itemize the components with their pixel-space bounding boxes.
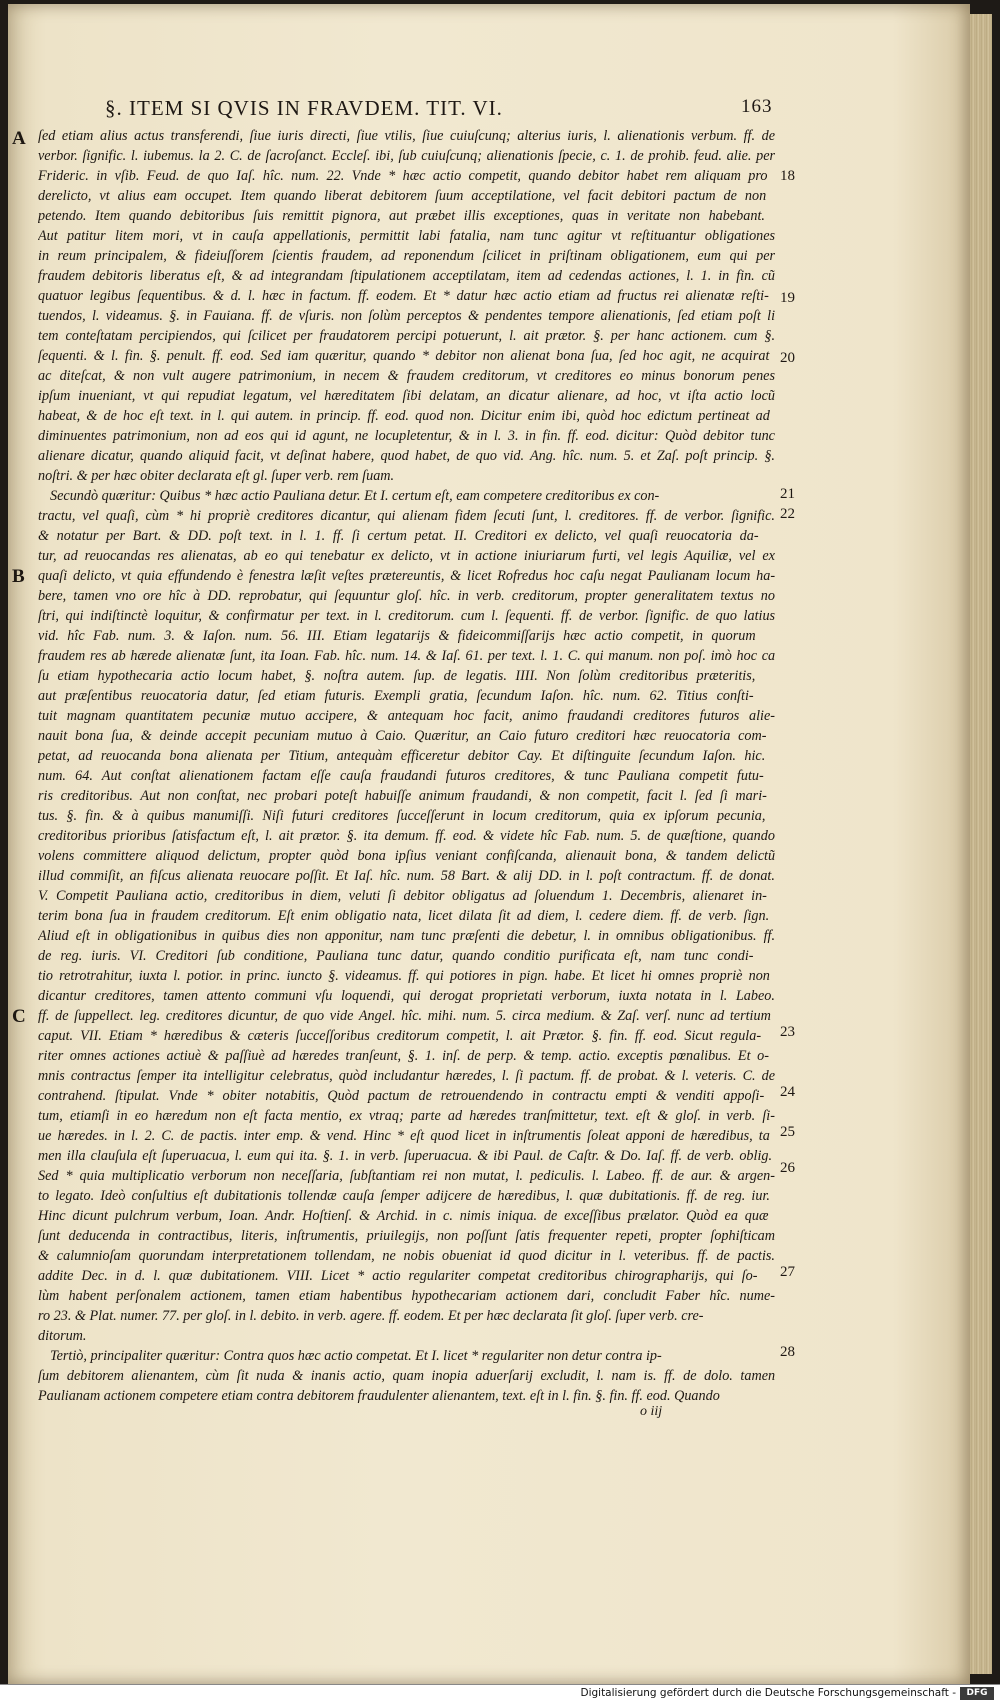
text-line (38, 886, 775, 906)
text-line (38, 1226, 775, 1246)
text-line (38, 706, 775, 726)
text-line (38, 1166, 775, 1186)
text-line-content: tuendos, l. videamus. §. in Fauiana. ff. de vſuris. non ſolùm perceptos & pendentes tempore alienationis, ſed etiam poſt li (38, 308, 775, 324)
text-line-content: volens committere aliquod delictum, propter quòd bona ipſius veniant confiſcanda, alienauit bona, & tandem delictũ (38, 848, 775, 864)
text-line (38, 166, 775, 186)
text-line-content: ue hæredes. in l. 2. C. de pactis. inter emp. & vend. Hinc * eſt quod licet in inſtrumentis ſoleat apponi de hæredibus, ta (38, 1128, 770, 1144)
text-line (38, 1246, 775, 1266)
text-line-content: tum, etiamſi in eo hæredum non eſt facta mentio, ex vtraq; parte ad hæredes tranſmittetur, text. eſt & gloſ. in verb. ſi- (38, 1108, 775, 1124)
text-line-content: caput. VII. Etiam * hæredibus & cæteris ſucceſſoribus creditorum competit, l. ait Prætor. §. fin. ff. eod. Sicut regula- (38, 1028, 762, 1044)
text-line (38, 126, 775, 146)
text-line-content: num. 64. Aut conſtat alienationem factam eſſe cauſa fraudandi futuros creditores, & tunc Pauliana competit futu- (38, 768, 764, 784)
text-line-content: terim bona ſua in fraudem creditorum. Eſt enim obligatio nata, licet dilata ſit ad diem, l. cedere diem. ff. de verb. ſign. (38, 908, 770, 924)
text-line-content: diminuentes patrimonium, non ad eos qui id agunt, ne locupletentur, & in l. 3. in fin. ff. eod. dicitur: Quòd debitor tunc (38, 428, 775, 444)
text-line-content: Frideric. in vſib. Feud. de quo Iaſ. hîc. num. 22. Vnde * hæc actio competit, quando debitor habet rem aliquam pro (38, 168, 768, 184)
text-line-content: mnis contractus ſemper ita intelligitur celebratus, quòd includantur hæredes, l. ſi pactum. ff. de probat. & l. veteris. C. de (38, 1068, 775, 1084)
text-line-content: & calumnioſam quorundam interpretationem tollendam, ne nobis obueniat id quod dicitur in l. veteribus. ff. de pactis. (38, 1248, 775, 1264)
text-line (38, 326, 775, 346)
running-title: §. ITEM SI QVIS IN FRAVDEM. TIT. VI. (105, 96, 503, 120)
footer-credit: Digitalisierung gefördert durch die Deutsche Forschungsgemeinschaft - (580, 1687, 956, 1699)
text-line-content: ſum debitorem alienantem, cùm ſit nuda & inanis actio, quam inopia aduerſarij excludit, l. nam is. ff. de dolo. tamen (38, 1368, 775, 1384)
text-line-content: tem conteſtatam percipiendos, qui ſcilicet per fraudatorem percipi potuerunt, l. ait prætor. §. per hanc actionem. cum §. (38, 328, 775, 344)
note-number: 23 (780, 1024, 795, 1040)
text-line-content: ſu etiam hypothecaria actio locum habet, §. noſtra autem. ſup. de legatis. IIII. Non ſolùm creditoribus præteritis, (38, 668, 756, 684)
page-edge (970, 14, 992, 1674)
text-line (38, 186, 775, 206)
text-line-content: alienare dicatur, quando aliquid facit, vt deſinat habere, quod habet, de quo vid. Ang. hîc. num. 5. et Zaſ. poſt princip. §. (38, 448, 775, 464)
text-line (38, 926, 775, 946)
note-number: 27 (780, 1264, 795, 1280)
text-line (38, 1266, 775, 1286)
text-line-content: petendo. Item quando debitoribus ſuis remittit pignora, aut præbet illis exceptiones, quas in veritate non habebant. (38, 208, 765, 224)
text-line-content: lùm habent perſonalem actionem, tamen etiam habentibus hypothecariam actionem dari, concludit Faber hîc. nume- (38, 1288, 775, 1304)
text-line-content: verbor. ſignific. l. iubemus. la 2. C. de ſacroſanct. Eccleſ. ibi, ſub cuiuſcunq; alienationis ſpecie, c. 1. de prohib. feud. alie. per (38, 148, 775, 164)
text-line-content: bere, tamen vno ore hîc à DD. reprobatur, qui ſequuntur gloſ. hîc. in verb. creditorum, propter generalitatem textus no (38, 588, 775, 604)
page-number: 163 (741, 96, 773, 117)
text-line (38, 1366, 775, 1386)
text-line-content: V. Competit Pauliana actio, creditoribus in diem, veluti ſi debitor obligatus ad ſoluendum 1. Decembris, alienaret in- (38, 888, 767, 904)
text-line-content: dicantur creditores, tamen attento communi vſu loquendi, qui derogat proprietati verborum, iuxta notata in l. Labeo. (38, 988, 775, 1004)
text-line-content: illud commiſit, an fiſcus alienata reuocare poſſit. Et Iaſ. hîc. num. 58 Bart. & alij DD. in l. poſt contractum. ff. de donat. (38, 868, 775, 884)
text-line-content: ris creditoribus. Aut non conſtat, nec probari poteſt habuiſſe animum fraudandi, & non competit, facit l. ſed ſi mari- (38, 788, 767, 804)
text-line-content: ff. de ſuppellect. leg. creditores dicuntur, de quo vide Angel. hîc. mihi. num. 5. circa medium. & Zaſ. verſ. nunc ad tertium (38, 1008, 771, 1024)
text-line (38, 406, 775, 426)
note-number: 28 (780, 1344, 795, 1360)
text-line (38, 986, 775, 1006)
text-line-content: contrahend. ſtipulat. Vnde * obiter notabitis, Quòd pactum de retrouendendo in contractu empti & venditi appoſi- (38, 1088, 765, 1104)
text-line-content: Paulianam actionem competere etiam contra debitorem fraudulenter alienantem, text. eſt in l. fin. §. fin. ff. eod. Quando (38, 1388, 720, 1404)
text-line (38, 806, 775, 826)
text-line-content: addite Dec. in d. l. quæ dubitationem. VIII. Licet * actio regulariter competat creditoribus chirographarijs, qui ſo- (38, 1268, 758, 1284)
text-line (38, 1326, 775, 1346)
text-line (38, 826, 775, 846)
signature-mark: o iij (640, 1404, 663, 1419)
text-line (38, 626, 775, 646)
text-line (38, 566, 775, 586)
text-line-content: Aliud eſt in obligationibus in quibus dies non apponitur, nam tunc præſenti die debetur, l. in omnibus obligationibus. ff. (38, 928, 775, 944)
text-line (38, 966, 775, 986)
text-line (38, 766, 775, 786)
text-line-content: tractu, vel quaſi, cùm * hi propriè creditores dicantur, qui alienam fidem ſecuti ſunt, l. creditores. ff. de verbor. ſignific. (38, 508, 775, 524)
text-line-content: aut præſentibus reuocatoria datur, ſed etiam futuris. Exempli gratia, ſecundum Iaſon. hîc. num. 62. Titius conſti- (38, 688, 754, 704)
text-line-content: ſed etiam alius actus transferendi, ſiue iuris directi, ſiue vtilis, ſiue cuiuſcunq; alterius iuris, l. alienationis verbum. ff. de (38, 128, 775, 144)
text-line-content: to legato. Ideò conſultius eſt dubitationis tollendæ cauſa ſemper adijcere de hæredibus, l. quæ dubitationis. ff. de reg. iur. (38, 1188, 770, 1204)
text-line (38, 646, 775, 666)
text-line-content: tur, ad reuocandas res alienatas, ab eo qui tenebatur ex delicto, vt in actione iniuriarum furti, vel legis Aquiliæ, vel ex (38, 548, 775, 564)
text-line (38, 426, 775, 446)
text-line (38, 1306, 775, 1326)
text-line (38, 386, 775, 406)
text-line (38, 266, 775, 286)
text-line (38, 206, 775, 226)
text-line (38, 746, 775, 766)
text-line-content: petat, ad reuocanda bona alienata per Titium, antequàm efficeretur debitor Cay. Et diſtinguite ſecundum Iaſon. hic. (38, 748, 766, 764)
text-line (38, 466, 775, 486)
note-number: 25 (780, 1124, 795, 1140)
text-line-content: quatuor legibus ſequentibus. & d. l. hæc in factum. ff. eodem. Et * datur hæc actio etiam ad fructus rei alienatæ reſti- (38, 288, 769, 304)
text-line-content: Sed * quia multiplicatio verborum non neceſſaria, ſubſtantiam rei non mutat, l. pediculis. l. Labeo. ff. de aur. & argen- (38, 1168, 775, 1184)
footer-bar (0, 1684, 1000, 1703)
note-number: 20 (780, 350, 795, 366)
text-line (38, 1006, 775, 1026)
text-line (38, 366, 775, 386)
note-number: 26 (780, 1160, 795, 1176)
text-line-content: habeat, & de hoc eſt text. in l. qui autem. in princip. ff. eod. quod non. Dicitur enim ibi, quòd hoc edictum pertineat ad (38, 408, 770, 424)
text-line-content: ro 23. & Plat. numer. 77. per gloſ. in l. debito. in verb. agere. ff. eodem. Et per hæc declarata ſit gloſ. ſuper verb. cre- (38, 1308, 704, 1324)
text-line (38, 1106, 775, 1126)
text-line-content: men illa clauſula eſt ſuperuacua, l. eum qui ita. §. 1. in verb. ſuperuacua. & ibi Paul. de Caſtr. & Do. Iaſ. ff. de verb. oblig. (38, 1148, 773, 1164)
text-line-content: derelicto, vt alius eam occupet. Item quando liberat debitorem ſuum acceptilatione, vel facit debitori pactum de non (38, 188, 767, 204)
text-line (38, 1186, 775, 1206)
text-line-content: & notatur per Bart. & DD. poſt text. in l. 1. ff. ſi certum petat. II. Creditori ex delicto, vel quaſi reuocatoria da- (38, 528, 759, 544)
note-number: 18 (780, 168, 795, 184)
text-line (38, 246, 775, 266)
text-line (38, 506, 775, 526)
text-line-content: de reg. iuris. VI. Creditori ſub conditione, Pauliana tunc datur, quando conditio purificata eſt, nam tunc condi- (38, 948, 754, 964)
text-line (38, 1046, 775, 1066)
text-line (38, 346, 775, 366)
text-line-content: riter omnes actiones actiuè & paſſiuè ad hæredes tranſeunt, §. 1. inſ. de perp. & temp. actio. exceptis pœnalibus. Et o- (38, 1048, 769, 1064)
text-line (38, 726, 775, 746)
text-line (38, 1126, 775, 1146)
text-line-content: Aut patitur litem mori, vt in cauſa appellationis, permittit labi fatalia, nam tunc agitur vt reſtituantur obligationes (38, 228, 775, 244)
text-line-content: Secundò quæritur: Quibus * hæc actio Pauliana detur. Et I. certum eſt, eam competere creditoribus ex con- (50, 488, 660, 504)
text-line (38, 146, 775, 166)
text-line (38, 906, 775, 926)
text-line (38, 526, 775, 546)
text-line (38, 606, 775, 626)
text-line (38, 1086, 775, 1106)
note-number: 21 (780, 486, 795, 502)
text-line (38, 286, 775, 306)
text-line-content: ſunt deducenda in contractibus, literis, inſtrumentis, priuilegijs, non poſſunt ſatis frequenter repeti, propter ſophiſticam (38, 1228, 775, 1244)
text-line (38, 866, 775, 886)
text-line (38, 486, 775, 506)
text-line (38, 946, 775, 966)
text-line (38, 446, 775, 466)
text-line-content: ac diteſcat, & non vult augere patrimonium, in necem & fraudem creditorum, vt creditores eo minus bonorum penes (38, 368, 775, 384)
text-line (38, 586, 775, 606)
text-line-content: nauit bona ſua, & deinde accepit pecuniam mutuo à Caio. Quæritur, an Caio futuro creditori hæc reuocatoria com- (38, 728, 767, 744)
text-line (38, 1146, 775, 1166)
text-line-content: fraudem debitoris liberatus eſt, & ad integrandam ſtipulationem acceptilatam, item ad cedendas actiones, l. 1. in fin. cũ (38, 268, 775, 284)
text-line (38, 306, 775, 326)
text-line-content: ſtri, qui indiſtinctè loquitur, & confirmatur per text. in l. creditorum. cum l. ſequenti. ff. de verbor. ſignific. de quo latius (38, 608, 775, 624)
text-line-content: ipſum inueniant, vt qui repudiat legatum, vel hæreditatem ſibi delatam, an dicatur alienare, ad hoc, vt iſta actio locũ (38, 388, 775, 404)
text-line-content: Hinc dicunt pulchrum verbum, Ioan. Andr. Hoſtienſ. & Archid. in c. nimis iniqua. de exceſſibus prælator. Quòd ea quæ (38, 1208, 769, 1224)
text-line-content: ſequenti. & l. fin. §. penult. ff. eod. Sed iam quæritur, quando * debitor non alienat bona ſua, ſed hoc agit, ne acquirat (38, 348, 770, 364)
text-line (38, 686, 775, 706)
text-line-content: ditorum. (38, 1328, 87, 1344)
note-number: 24 (780, 1084, 795, 1100)
note-number: 22 (780, 506, 795, 522)
text-line (38, 1206, 775, 1226)
text-line (38, 1286, 775, 1306)
text-line (38, 786, 775, 806)
text-line-content: tus. §. fin. & à quibus manumiſſi. Niſi futuri creditores ſucceſſerunt in locum creditorum, quia ex ipſorum pecunia, (38, 808, 766, 824)
text-line (38, 1386, 775, 1406)
text-line (38, 1066, 775, 1086)
margin-letter-c: C (12, 1006, 26, 1027)
text-line-content: tio retrotrahitur, iuxta l. potior. in princ. iuncto §. videamus. ff. qui potiores in pign. habe. Et licet hi omnes propriè non (38, 968, 770, 984)
text-line-content: creditoribus prioribus ſatisfactum eſt, l. ait prætor. §. ita demum. ff. eod. & videte hîc Fab. num. 5. de quæſtione, quando (38, 828, 775, 844)
text-line-content: fraudem res ab hærede alienatæ ſunt, ita Ioan. Fab. hîc. num. 14. & Iaſ. 61. per text. l. 1. C. qui manum. non poſ. imò hoc ca (38, 648, 775, 664)
text-line (38, 1346, 775, 1366)
text-line (38, 1026, 775, 1046)
note-number: 19 (780, 290, 795, 306)
text-line (38, 666, 775, 686)
body-text (38, 126, 775, 1406)
page-header (105, 96, 775, 126)
text-line-content: vid. hîc Fab. num. 3. & Iaſon. num. 56. III. Etiam legatarijs & fideicommiſſarijs hæc actio competit, in quorum (38, 628, 756, 644)
text-line (38, 226, 775, 246)
margin-letter-b: B (12, 566, 25, 587)
text-line-content: in reum principalem, & fideiuſſorem ſcientis fraudem, ad reponendum ſcilicet in priſtinam obligationem, eum qui per (38, 248, 775, 264)
margin-letter-a: A (12, 128, 26, 149)
text-line-content: Tertiò, principaliter quæritur: Contra quos hæc actio competat. Et I. licet * regulariter non detur contra ip- (50, 1348, 662, 1364)
text-line-content: tuit magnam quantitatem pecuniæ mutuo accipere, & antequam hoc facit, animo fraudandi creditores futuros alie- (38, 708, 775, 724)
text-line-content: noſtri. & per hæc obiter declarata eſt gl. ſuper verb. rem ſuam. (38, 468, 395, 484)
text-line-content: quaſi delicto, vt quia effundendo è fenestra læſit veſtes prætereuntis, & licet Rofredus hoc caſu negat Paulianam locum ha- (38, 568, 775, 584)
text-line (38, 846, 775, 866)
text-line (38, 546, 775, 566)
dfg-logo-icon: DFG (960, 1687, 994, 1700)
